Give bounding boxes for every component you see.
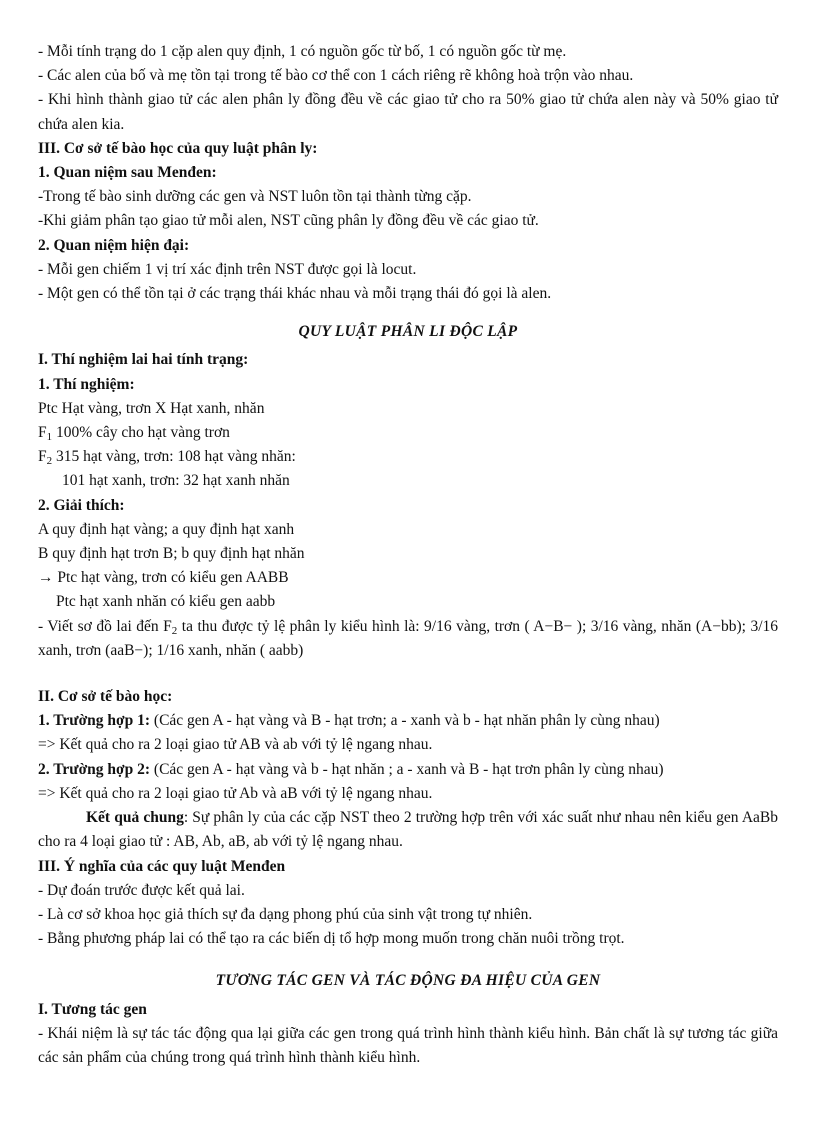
subsection-heading: 1. Thí nghiệm: — [38, 375, 135, 393]
text-line: → Ptc hạt vàng, trơn có kiểu gen AABB — [38, 569, 289, 587]
section-heading: III. Ý nghĩa của các quy luật Menđen — [38, 857, 286, 875]
text-paragraph: - Khái niệm là sự tác tác động qua lại giữa các gen trong quá trình hình thành kiểu hình. Bản chất là sự tương tác giữa các sản phẩm của chúng trong quá trình hình thành kiểu hình. — [38, 1024, 778, 1066]
text-line: - Dự đoán trước được kết quả lai. — [38, 881, 245, 899]
text-line: - Mỗi gen chiếm 1 vị trí xác định trên NST được gọi là locut. — [38, 260, 417, 278]
text-line: - Mỗi tính trạng do 1 cặp alen quy định, 1 có nguồn gốc từ bố, 1 có nguồn gốc từ mẹ. — [38, 43, 567, 60]
section-heading: I. Tương tác gen — [38, 1000, 147, 1018]
text-line: => Kết quả cho ra 2 loại giao tử AB và ab với tỷ lệ ngang nhau. — [38, 736, 433, 754]
text-line: -Khi giảm phân tạo giao tử mỗi alen, NST cũng phân ly đồng đều về các giao tử. — [38, 212, 539, 230]
text-line: - Một gen có thể tồn tại ở các trạng thái khác nhau và mỗi trạng thái đó gọi là alen. — [38, 285, 552, 303]
text-line: - Bằng phương pháp lai có thể tạo ra các biến dị tổ hợp mong muốn trong chăn nuôi trồng trọt. — [38, 930, 625, 948]
text-line: $F_2$ 315 hạt vàng, trơn: 108 hạt vàng nhăn: — [38, 448, 296, 468]
chapter-title: TƯƠNG TÁC GEN VÀ TÁC ĐỘNG ĐA HIỆU CỦA GEN — [215, 972, 601, 990]
text-line: A quy định hạt vàng; a quy định hạt xanh — [38, 520, 295, 538]
subsection-heading: 2. Quan niệm hiện đại: — [38, 236, 190, 254]
text-line: Ptc Hạt vàng, trơn X Hạt xanh, nhăn — [38, 399, 265, 417]
text-span: 100% cây cho hạt vàng trơn — [52, 424, 230, 442]
text-paragraph: - Khi hình thành giao tử các alen phân ly đồng đều về các giao tử cho ra 50% giao tử chứa alen này và 50% giao tử chứa alen kia. — [38, 91, 778, 133]
text-paragraph — [38, 806, 778, 854]
spacer — [38, 663, 778, 685]
chapter-title: QUY LUẬT PHÂN LI ĐỘC LẬP — [298, 323, 518, 341]
conclusion-label: Kết quả chung — [86, 809, 184, 827]
text-line: -Trong tế bào sinh dưỡng các gen và NST luôn tồn tại thành từng cặp. — [38, 188, 472, 206]
text-paragraph — [38, 709, 778, 733]
section-heading: II. Cơ sở tế bào học: — [38, 688, 173, 706]
subscript: 2 — [171, 624, 178, 637]
text-line: Ptc hạt xanh nhăn có kiểu gen aabb — [56, 593, 276, 611]
case-label: 2. Trường hợp 2: — [38, 760, 151, 778]
text-span: : Sự phân ly của các cặp NST theo 2 trường hợp trên với xác suất như nhau nên kiểu gen AaBb cho ra 4 loại giao tử : AB, Ab, aB, ab với tỷ lệ ngang nhau. — [38, 809, 778, 851]
document-page — [38, 40, 778, 1070]
text-line: => Kết quả cho ra 2 loại giao tử Ab và aB với tỷ lệ ngang nhau. — [38, 784, 433, 802]
text-span: (Các gen A - hạt vàng và b - hạt nhăn ; a - xanh và B - hạt trơn phân ly cùng nhau) — [150, 760, 664, 778]
text-paragraph — [38, 758, 778, 782]
subsection-heading: 2. Giải thích: — [38, 496, 125, 514]
text-span: ta thu được tỷ lệ phân ly kiểu hình là: 9/16 vàng, trơn ( A−B− ); 3/16 vàng, nhăn (A−bb); 3/16 xanh, trơn (aaB−); 1/16 xanh, nhăn ( aabb) — [38, 617, 779, 659]
text-line: - Là cơ sở khoa học giả thích sự đa dạng phong phú của sinh vật trong tự nhiên. — [38, 905, 533, 923]
section-heading: I. Thí nghiệm lai hai tính trạng: — [38, 351, 249, 369]
text-paragraph — [38, 615, 778, 663]
subscript: 2 — [46, 455, 53, 468]
text-span: 315 hạt vàng, trơn: 108 hạt vàng nhăn: — [52, 448, 296, 466]
text-span: - Viết sơ đồ lai đến F — [38, 617, 172, 635]
subscript: 1 — [46, 431, 53, 444]
text-line: B quy định hạt trơn B; b quy định hạt nhăn — [38, 545, 305, 563]
text-span: (Các gen A - hạt vàng và B - hạt trơn; a - xanh và b - hạt nhăn phân ly cùng nhau) — [150, 712, 660, 730]
section-heading: III. Cơ sở tế bào học của quy luật phân ly: — [38, 139, 318, 157]
text-line: 101 hạt xanh, trơn: 32 hạt xanh nhăn — [62, 472, 290, 490]
text-line: - Các alen của bố và mẹ tồn tại trong tế bào cơ thể con 1 cách riêng rẽ không hoà trộn vào nhau. — [38, 67, 634, 85]
case-label: 1. Trường hợp 1: — [38, 712, 151, 730]
subsection-heading: 1. Quan niệm sau Menđen: — [38, 164, 217, 182]
text-line: $F_1$ 100% cây cho hạt vàng trơn — [38, 424, 230, 444]
